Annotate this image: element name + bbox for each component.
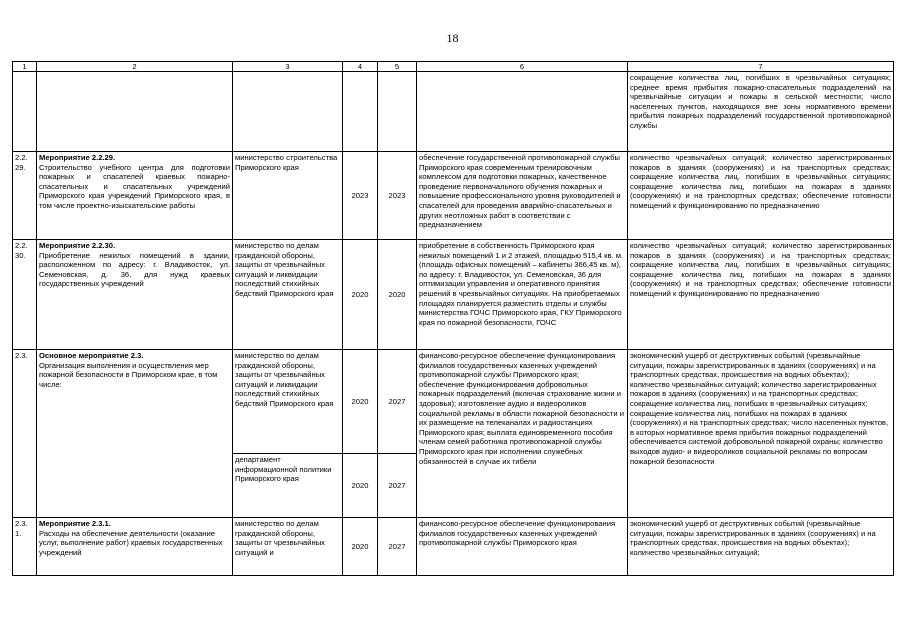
expected-result: обеспечение государственной противопожарной службы Приморского края современным тренировочным комплексом для подготовки пожарных, качественное проведение первоначального обучения пожарных и повышение профессионального уровня руководителей и спасателей для проведения аварийно-спасательных и других неотложных работ в соответствии с предназначением	[417, 152, 628, 240]
table-row	[13, 240, 894, 350]
end-year: 2020	[378, 240, 417, 350]
page-number: 18	[446, 31, 459, 45]
table-row	[13, 350, 894, 454]
indicator-link: количество чрезвычайных ситуаций; количество зарегистрированных пожаров в зданиях (сооружениях) и на транспортных средствах; сокращение количества лиц, погибших в чрезвычайных ситуациях; сокращение количества лиц, погибших на пожарах в зданиях (сооружениях) и на транспортных средствах; обеспечение готовности помещений к функционированию по предназначению	[628, 240, 894, 350]
column-header: 4	[343, 62, 378, 72]
column-header: 7	[628, 62, 894, 72]
executor-cell: департамент информационной политики Приморского края	[233, 454, 343, 518]
table-row	[13, 152, 894, 240]
activity-description: Приобретение нежилых помещений в здании, расположенном по адресу: г. Владивосток, ул. Семеновская, д. 36, для нужд краевых государственных учреждений	[39, 250, 230, 289]
activity-description: Расходы на обеспечение деятельности (оказание услуг, выполнение работ) краевых государственных учреждений	[39, 528, 223, 557]
start-year: 2020	[343, 454, 378, 518]
activity-cell	[37, 152, 233, 240]
executor-cell: министерство по делам гражданской обороны, защиты от чрезвычайных ситуаций и	[233, 518, 343, 576]
table-row	[13, 518, 894, 576]
row-number	[13, 72, 37, 152]
executor-cell: министерство строительства Приморского края	[233, 152, 343, 240]
indicator-link: сокращение количества лиц, погибших в чрезвычайных ситуациях; среднее время прибытия пожарно-спасательных подразделений на чрезвычайные ситуации и пожары в сельской местности; число населенных пунктов, находящихся вне зоны нормативного времени прибытия пожарных подразделений государственной противопожарной службы	[628, 72, 894, 152]
expected-result: финансово-ресурсное обеспечение функционирования филиалов государственных казенных учреждений противопожарной службы Приморского края	[417, 518, 628, 576]
activity-cell	[37, 240, 233, 350]
start-year: 2023	[343, 152, 378, 240]
activity-description: Строительство учебного центра для подготовки пожарных и спасателей краевых пожарно-спасательных и спасательных учреждений Приморского края учреждений Приморского края, в том числе проектно-изыскательские работы	[39, 162, 230, 210]
activity-title: Основное мероприятие 2.3.	[39, 351, 144, 360]
header-row	[13, 62, 894, 72]
row-number: 2.2. 29.	[13, 152, 37, 240]
start-year: 2020	[343, 518, 378, 576]
activity-cell	[37, 72, 233, 152]
indicator-link: экономический ущерб от деструктивных событий (чрезвычайные ситуации, пожары зарегистрированных в зданиях (сооружениях) и на транспортных средствах, происшествия на водных объектах); количество чрезвычайных ситуаций; количество зарегистрированных пожаров в зданиях (сооружениях) и на транспортных средствах; сокращение количества лиц, погибших в чрезвычайных ситуациях; сокращение количества лиц, погибших на пожарах в зданиях (сооружениях) и на транспортных средствах; число населенных пунктов, в которых нормативное время прибытия пожарных подразделений обеспечивается системой добровольной пожарной охраны; количество выходов аудио- и видеороликов социальной рекламы по вопросам пожарной безопасности	[628, 350, 894, 518]
indicator-link: экономический ущерб от деструктивных событий (чрезвычайные ситуации, пожары зарегистрированных в зданиях (сооружениях) и на транспортных средствах, происшествия на водных объектах); количество чрезвычайных ситуаций;	[628, 518, 894, 576]
start-year: 2020	[343, 240, 378, 350]
column-header: 2	[37, 62, 233, 72]
row-number: 2.2. 30.	[13, 240, 37, 350]
activity-cell	[37, 350, 233, 518]
activity-description: Организация выполнения и осуществления мер пожарной безопасности в Приморском крае, в том числе:	[39, 360, 218, 389]
executor-cell	[233, 72, 343, 152]
row-number: 2.3. 1.	[13, 518, 37, 576]
row-number: 2.3.	[13, 350, 37, 518]
executor-cell: министерство по делам гражданской обороны, защиты от чрезвычайных ситуаций и ликвидации последствий стихийных бедствий Приморского края	[233, 240, 343, 350]
activity-title: Мероприятие 2.3.1.	[39, 519, 111, 528]
column-header: 5	[378, 62, 417, 72]
end-year	[378, 72, 417, 152]
executor-cell: министерство по делам гражданской обороны, защиты от чрезвычайных ситуаций и ликвидации последствий стихийных бедствий Приморского края	[233, 350, 343, 454]
activity-cell	[37, 518, 233, 576]
program-activities-table	[12, 61, 894, 576]
end-year: 2027	[378, 350, 417, 454]
start-year: 2020	[343, 350, 378, 454]
end-year: 2023	[378, 152, 417, 240]
start-year	[343, 72, 378, 152]
table-row	[13, 72, 894, 152]
expected-result: приобретение в собственность Приморского края нежилых помещений 1 и 2 этажей, площадью 515,4 кв. м. (площадь офисных помещений – кабинеты 366,45 кв. м), по адресу: г. Владивосток, ул. Семеновская, 36 для оптимизации управления и оперативного принятия решений в чрезвычайных ситуациях. На приобретаемых площадях планируется разместить отделы и службы министерства ГОЧС Приморского края, ГКУ Приморского края по пожарной безопасности, ГОЧС	[417, 240, 628, 350]
expected-result: финансово-ресурсное обеспечение функционирования филиалов государственных казенных учреждений противопожарной службы Приморского края; обеспечение функционирования добровольных пожарных подразделений (включая страхование жизни и здоровья); изготовление аудио и видеороликов социальной рекламы в области пожарной безопасности и их размещение на телеканалах и радиостанциях Приморского края; выплата единовременного пособия членам семей работника противопожарной службы Приморского края при исполнении служебных обязанностей в случае их гибели	[417, 350, 628, 518]
end-year: 2027	[378, 518, 417, 576]
indicator-link: количество чрезвычайных ситуаций; количество зарегистрированных пожаров в зданиях (сооружениях) и на транспортных средствах; сокращение количества лиц, погибших в чрезвычайных ситуациях; сокращение количества лиц, погибших на пожарах в зданиях (сооружениях) и на транспортных средствах; обеспечение готовности помещений к функционированию по предназначению	[628, 152, 894, 240]
activity-title: Мероприятие 2.2.29.	[39, 153, 116, 162]
activity-title: Мероприятие 2.2.30.	[39, 241, 116, 250]
column-header: 1	[13, 62, 37, 72]
column-header: 6	[417, 62, 628, 72]
expected-result	[417, 72, 628, 152]
column-header: 3	[233, 62, 343, 72]
end-year: 2027	[378, 454, 417, 518]
